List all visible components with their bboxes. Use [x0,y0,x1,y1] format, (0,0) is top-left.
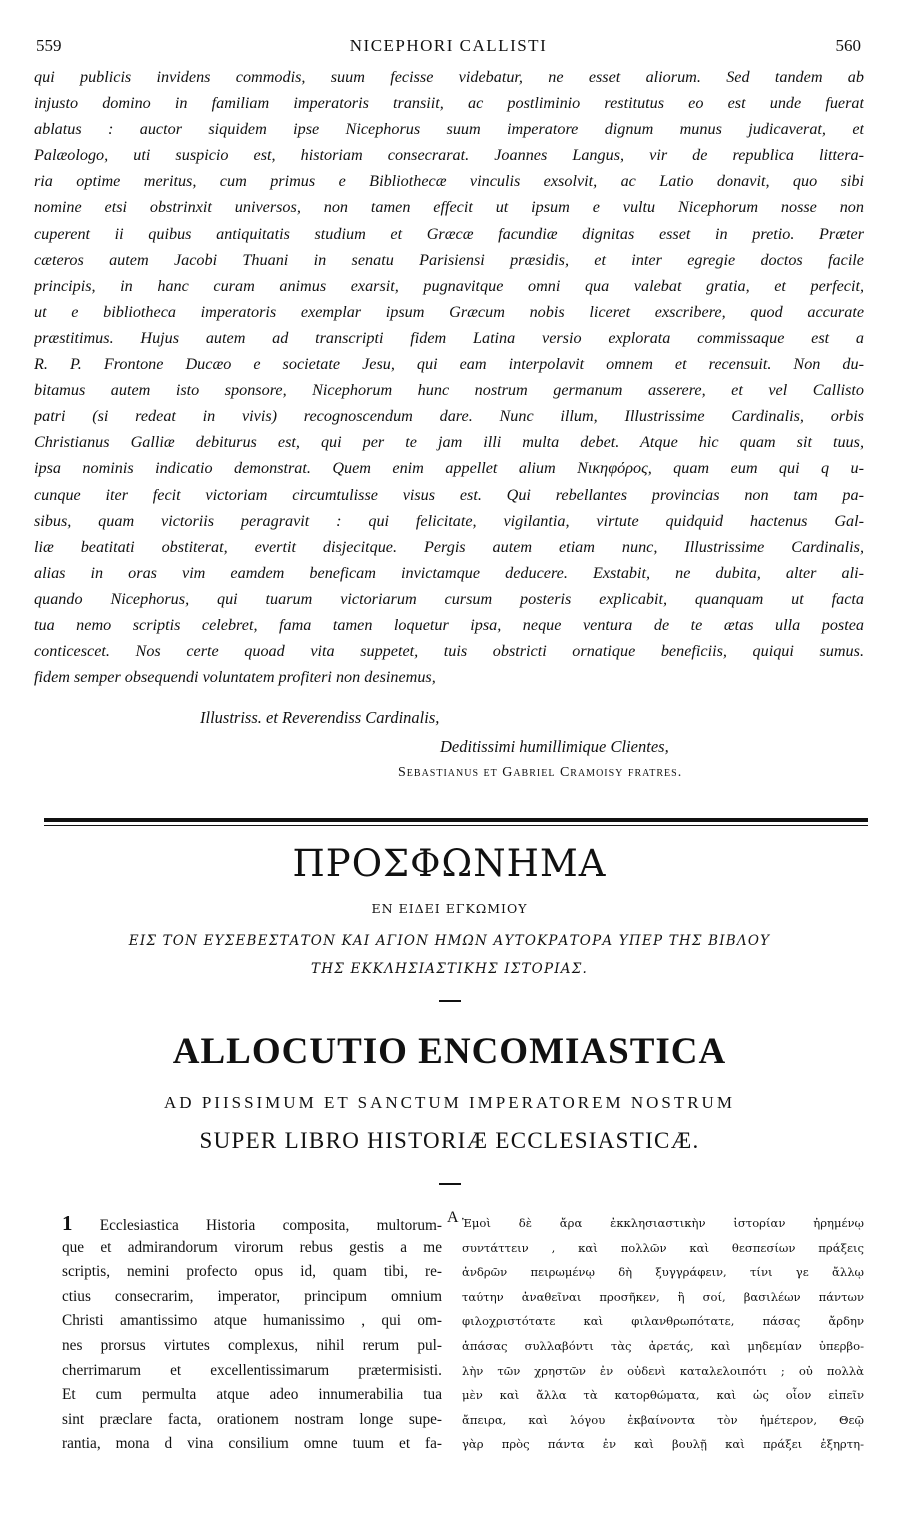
dedication-line: præstitimus. Hujus autem ad transcripti fidem Latina versio explorata commissaque est a [34,328,864,347]
dedication-line: ablatus : auctor siquidem ipse Nicephorus suum imperatore dignum munus judicaverat, et [34,120,864,139]
margin-marker: A [447,1209,459,1226]
right-page-number: 560 [835,36,861,55]
dedication-line: nomine etsi obstrinxit universos, non tamen effecit ut ipsum e vultu Nicephorum nosse non [34,198,864,217]
signatories-text: Sebastianus et Gabriel Cramoisy fratres. [398,765,683,780]
greek-line: ἀνδρῶν πειρωμένῳ δὴ ξυγγράφειν, τίνι γε ἄλλῳ [462,1265,864,1280]
greek-dedication-line: ΕΙΣ ΤΟΝ ΕΥΣΕΒΕΣΤΑΤΟΝ ΚΑΙ ΑΓΙΟΝ ΗΜΩΝ ΑΥΤΟΚΡΑΤΟΡΑ ΥΠΕΡ ΤΗΣ ΒΙΒΛΟΥ [128,933,771,949]
latin-line: Et cum permulta atque adeo innumerabilia tua [62,1386,442,1404]
closing-phrase: Deditissimi humillimique Clientes, [440,737,669,756]
latin-line: ctius consecrarim, imperator, principum omnium [62,1287,442,1305]
dedication-line: quando Nicephorus, qui tuarum victoriarum cursum posteris explicabit, quanquam ut facta [34,589,864,608]
signatories [398,765,682,781]
dedication-line: patri (si redeat in vivis) recognoscendum dare. Nunc illum, Illustrissime Cardinalis, orbis [34,407,864,426]
dedication-line: ria optime meritus, cum primus e Bibliothecæ vinculis exsolvit, ac Latio donavit, quo sibi [34,172,864,191]
dedication-line: cunque iter fecit victoriam circumtulisse visus est. Qui rebellantes provincias non tam pa- [34,485,864,504]
dedication-line: Christianus Galliæ debiturus est, qui per te jam illi multa debet. Atque hic quam sit tuus, [34,433,864,452]
dedication-line: sibus, quam victoriis peragravit : qui felicitate, vigilantia, virtute quidquid hactenus Gal- [34,511,864,530]
greek-line: ταύτην ἀναθεῖναι προσῆκεν, ἢ σοί, βασιλέων πάντων [462,1289,864,1304]
dedication-text [34,64,864,690]
latin-line: que et admirandorum virorum rebus gestis a me [62,1238,442,1256]
dedication-line: principis, in hanc curam animus exarsit, pugnavitque omni qua valebat gratia, et perfecit, [34,276,864,295]
greek-line: φιλοχριστότατε καὶ φιλανθρωπότατε, πάσας ἄρδην [462,1314,864,1329]
greek-line: ἄπειρα, καὶ λόγου ἐκβαίνοντα τὸν ἡμέτερον, Θεῷ [462,1412,864,1427]
running-title: NICEPHORI CALLISTI [349,36,548,55]
running-header [36,36,861,58]
latin-line: nes prorsus virtutes complexus, nihil rerum pul- [62,1336,442,1354]
latin-line: sint præclare facta, orationem nostram longe supe- [62,1410,442,1428]
latin-title: ALLOCUTIO ENCOMIASTICA [172,1031,727,1072]
ornament-dash [439,1000,461,1002]
dedication-line: cuperent ii quibus antiquitatis studium et Græcæ facundiæ dignitas esset in pretio. Præter [34,224,864,243]
greek-dedication-line: ΤΗΣ ΕΚΚΛΗΣΙΑΣΤΙΚΗΣ ΙΣΤΟΡΙΑΣ. [311,961,588,977]
greek-line: γὰρ πρὸς πάντα ἐν καὶ βουλῇ καὶ πράξει ἐξηρτη- [462,1437,864,1452]
dedication-line: tua nemo scriptis celebret, fama tamen loquetur ipsa, neque ventura de te ætas ulla postea [34,615,864,634]
dedication-line: fidem semper obsequendi voluntatem profiteri non desinemus, [34,668,436,687]
section-divider-thick [44,818,868,822]
dedication-line: alias in oras vim eamdem beneficam invictamque deducere. Exstabit, ne dubita, alter ali- [34,563,864,582]
paragraph-number: 1 [62,1211,73,1235]
dedication-line: bitamus autem isto sponsore, Nicephorum hunc nostrum germanum asserere, et vel Callisto [34,381,864,400]
dedication-line: Palæologo, uti suspicio est, historiam consecrarat. Joannes Langus, vir de republica littera- [34,146,864,165]
dedication-line: conticescet. Nos certe quoad vita suppetet, tuis obstricti ornatique beneficiis, quiqui sumus. [34,642,864,661]
latin-line: scriptis, nemini profecto opus id, quam tibi, re- [62,1263,442,1281]
salutation: Illustriss. et Reverendiss Cardinalis, [200,708,440,727]
latin-line: Christi amantissimo atque humanissimo , qui om- [62,1312,442,1330]
latin-column [62,1211,442,1457]
latin-line: cherrimarum et excellentissimarum prætermisisti. [62,1361,442,1379]
paragraph-first-line [62,1211,442,1236]
greek-line: συντάττειν , καὶ πολλῶν καὶ θεσπεσίων πράξεις [462,1240,864,1255]
ornament-dash [439,1183,461,1185]
dedication-line: qui publicis invidens commodis, suum fecisse videbatur, ne esset aliorum. Sed tandem ab [34,68,864,86]
greek-title: ΠΡΟΣΦΩΝΗΜΑ [292,842,607,885]
dedication-line: R. P. Frontone Ducæo e societate Jesu, qui eam interpolavit omnem et recensuit. Non du- [34,355,864,374]
dedication-line: ut e bibliotheca imperatoris exemplar ipsum Græcum nobis liceret exscribere, quod accurate [34,302,864,321]
latin-line: Ecclesiastica Historia composita, multorum- [99,1217,442,1234]
dedication-line: ipsa nominis indicatio demonstrat. Quem enim appellet alium Νικηφόρος, quam eum qui q u- [34,459,864,478]
greek-line: μὲν καὶ ἄλλα τὰ κατορθώματα, καὶ ὡς οἷον εἰπεῖν [462,1388,864,1403]
latin-line: rantia, mona d vina consilium omne tuum et fa- [62,1435,442,1453]
left-page-number: 559 [36,36,62,55]
greek-column [462,1211,864,1457]
dedication-line: liæ beatitati obstiterat, evertit disjecitque. Pergis autem etiam nunc, Illustrissime Cardinalis, [34,537,864,556]
greek-subtitle: ΕΝ ΕΙΔΕΙ ΕΓΚΩΜΙΟΥ [371,901,528,916]
latin-subtitle-large: SUPER LIBRO HISTORIÆ ECCLESIASTICÆ. [199,1128,700,1153]
section-divider-thin [44,825,868,826]
greek-line: λὴν τῶν χρηστῶν ἐν οὐδενὶ καταλελοιπότι ; οὐ πολλὰ [462,1363,864,1378]
greek-line: Ἐμοὶ δὲ ἄρα ἐκκλησιαστικὴν ἱστορίαν ἠρημένῳ [462,1216,864,1230]
greek-line: ἁπάσας συλλαβόντι τὰς ἀρετάς, καὶ μηδεμίαν ὑπερβο- [462,1338,864,1353]
dedication-line: cæteros autem Jacobi Thuani in senatu Parisiensi præsidis, et inter egregie doctos facile [34,250,864,269]
latin-subtitle: AD PIISSIMUM ET SANCTUM IMPERATOREM NOSTRUM [164,1093,735,1112]
dedication-line: injusto domino in familiam imperatoris transiit, ac postliminio restitutus eo est unde fuerat [34,94,864,113]
